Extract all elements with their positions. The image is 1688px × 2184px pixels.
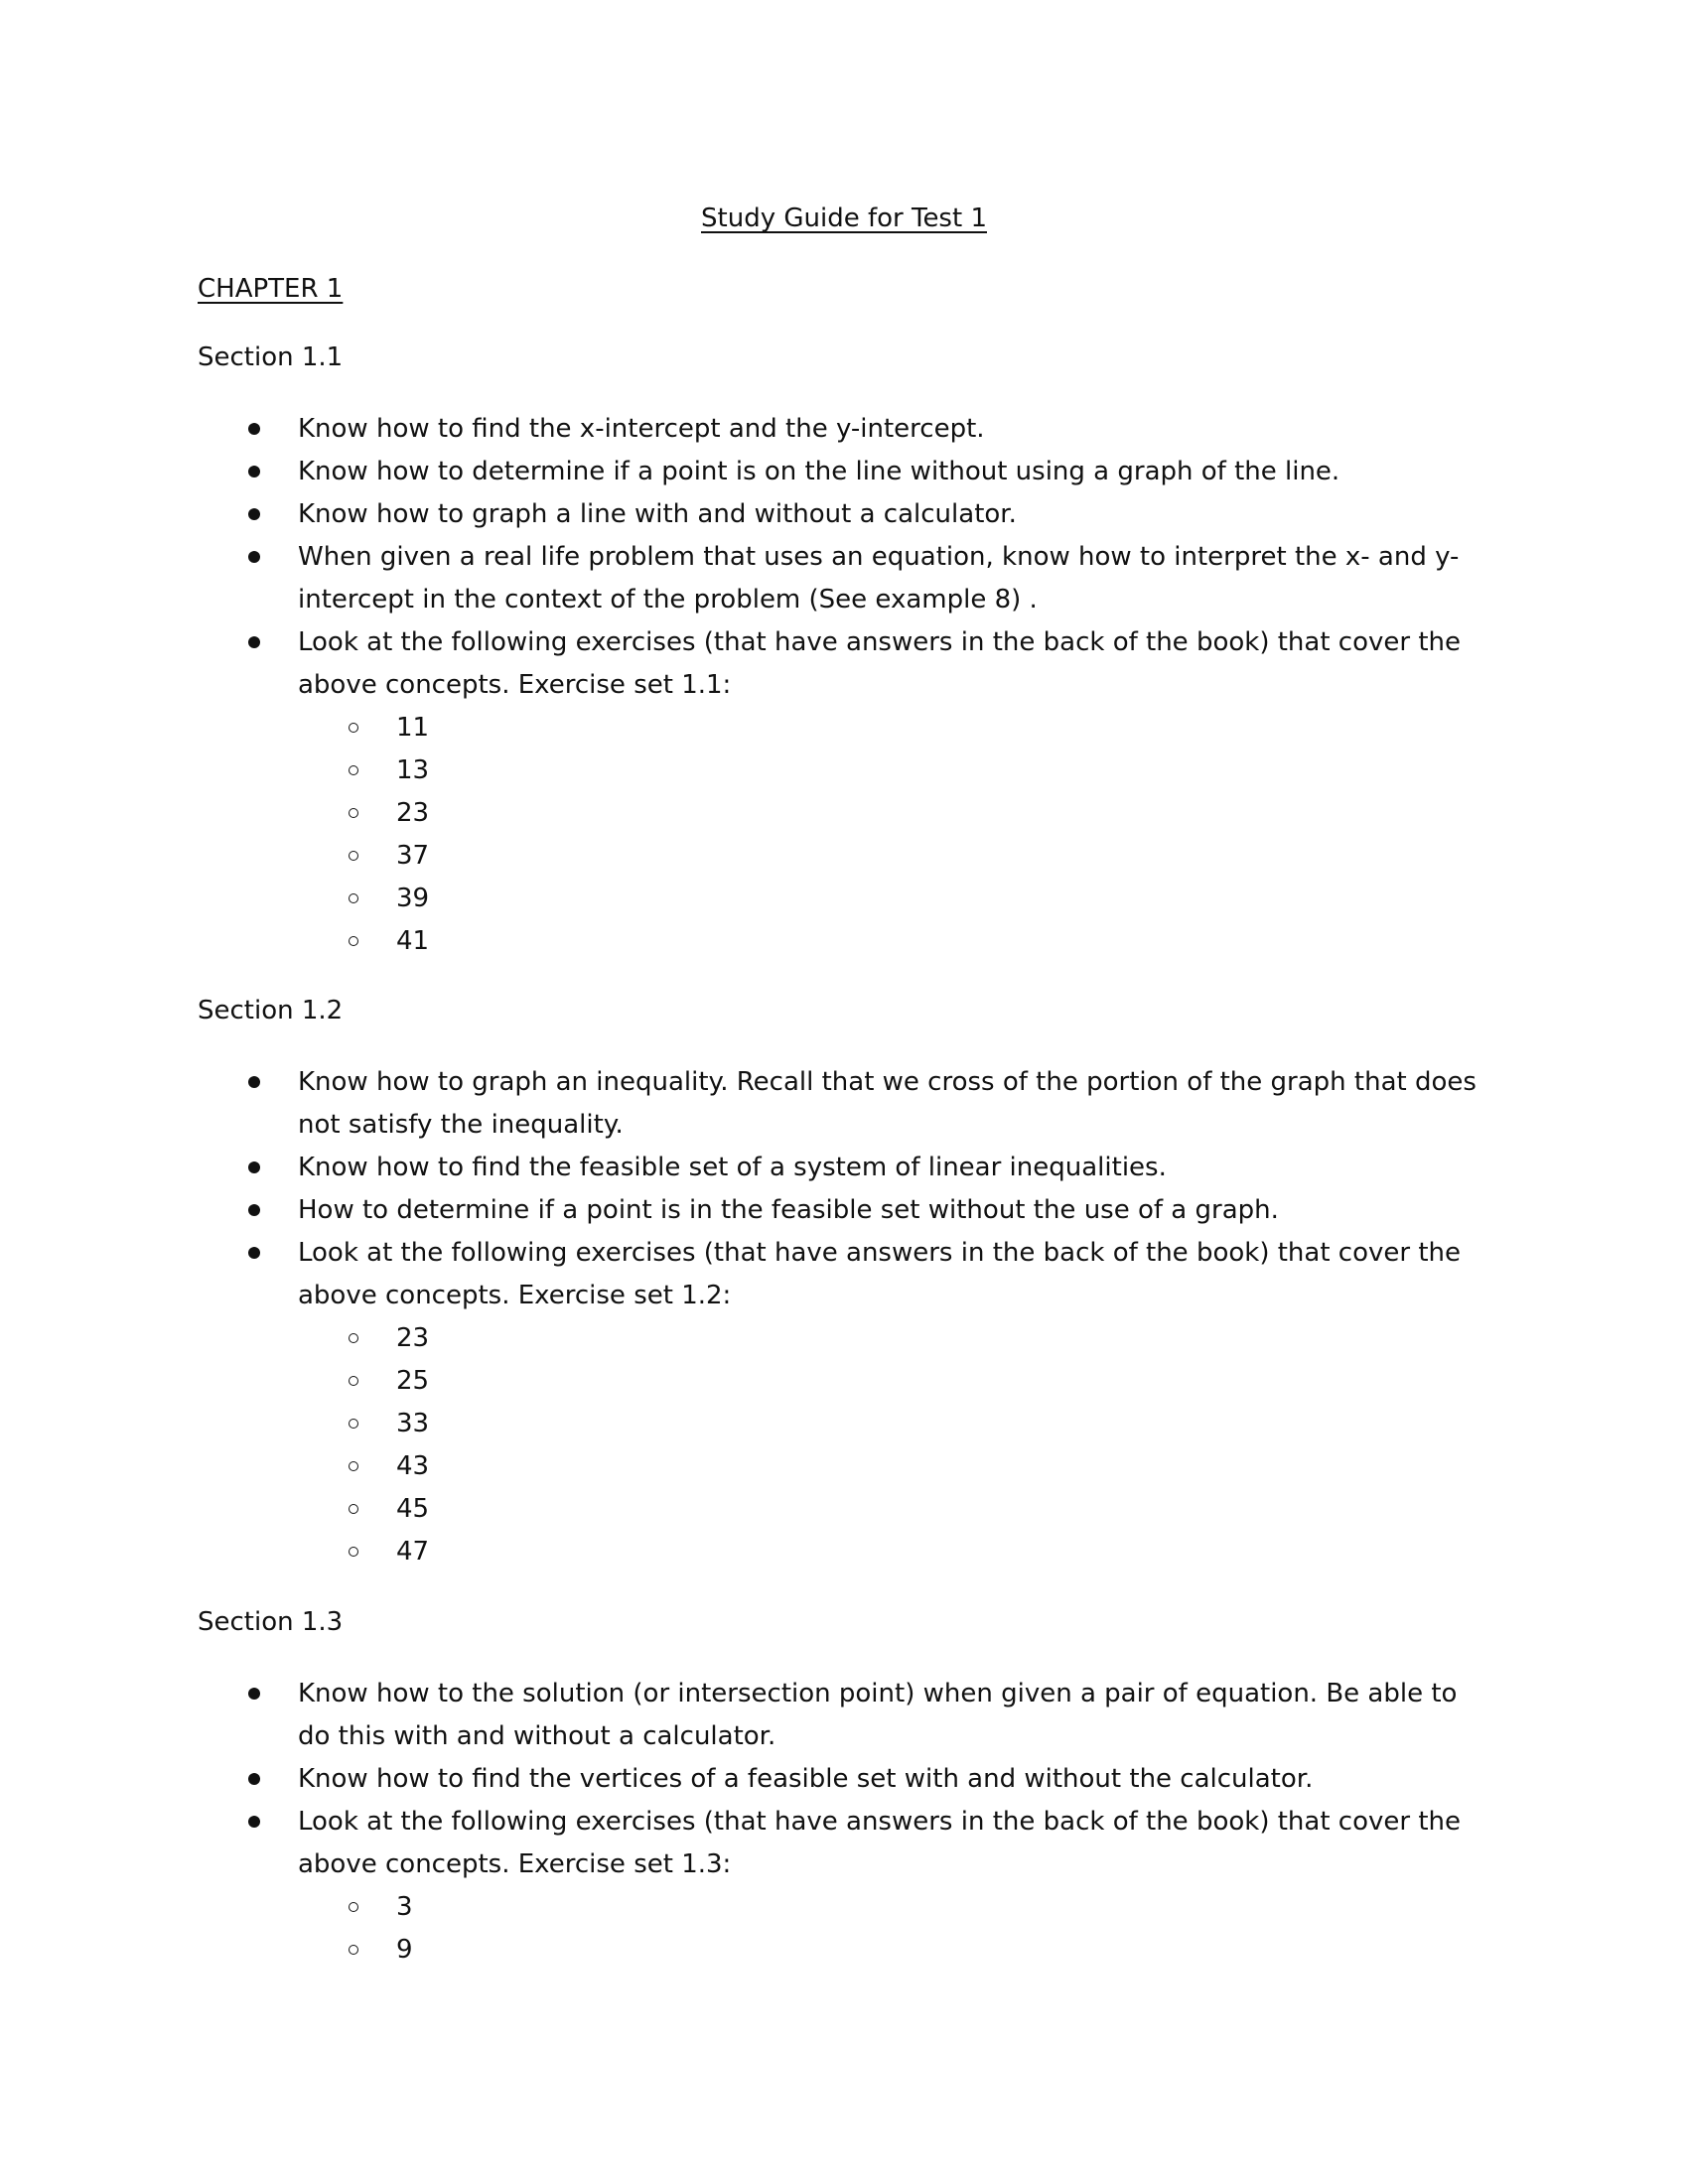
exercise-number: 33 <box>396 1409 430 1438</box>
bullet-dot-icon <box>248 423 260 435</box>
exercise-item <box>298 792 1484 835</box>
bullet-dot-icon <box>248 1204 260 1216</box>
bullet-text: Know how to find the vertices of a feasible set with and without the calculator. <box>298 1764 1314 1794</box>
bullet-dot-icon <box>248 551 260 563</box>
hollow-circle-bullet-icon <box>349 1333 358 1343</box>
bullet-dot-icon <box>248 466 260 478</box>
bullet-list <box>0 408 1688 963</box>
bullet-item <box>0 1673 1484 1758</box>
hollow-circle-bullet-icon <box>349 893 358 903</box>
exercise-item <box>298 1317 1484 1360</box>
hollow-circle-bullet-icon <box>349 1376 358 1386</box>
bullet-dot-icon <box>248 508 260 520</box>
hollow-circle-bullet-icon <box>349 723 358 733</box>
exercise-number: 47 <box>396 1537 430 1567</box>
hollow-circle-bullet-icon <box>349 851 358 861</box>
bullet-list <box>0 1673 1688 1972</box>
exercise-item <box>298 707 1484 750</box>
bullet-item <box>0 1232 1484 1573</box>
exercise-item <box>298 1886 1484 1929</box>
bullet-item <box>0 621 1484 963</box>
hollow-circle-bullet-icon <box>349 1945 358 1955</box>
exercise-list <box>298 707 1484 963</box>
bullet-text: Know how to find the feasible set of a system of linear inequalities. <box>298 1153 1167 1182</box>
exercise-item <box>298 1929 1484 1972</box>
exercise-item <box>298 1360 1484 1403</box>
bullet-text: Look at the following exercises (that have answers in the back of the book) that cover the above concepts. Exercise set 1.1: <box>298 627 1462 700</box>
hollow-circle-bullet-icon <box>349 1902 358 1912</box>
bullet-text: When given a real life problem that uses an equation, know how to interpret the x- and y-intercept in the context of the problem (See example 8) . <box>298 542 1460 614</box>
exercise-number: 3 <box>396 1892 413 1922</box>
bullet-dot-icon <box>248 1076 260 1088</box>
hollow-circle-bullet-icon <box>349 1461 358 1471</box>
exercise-item <box>298 1445 1484 1488</box>
bullet-item <box>0 1801 1484 1972</box>
bullet-text: Know how to find the x-intercept and the y-intercept. <box>298 414 985 444</box>
exercise-item <box>298 920 1484 963</box>
hollow-circle-bullet-icon <box>349 936 358 946</box>
exercise-item <box>298 1488 1484 1531</box>
hollow-circle-bullet-icon <box>349 808 358 818</box>
bullet-dot-icon <box>248 1161 260 1173</box>
bullet-item <box>0 1189 1484 1232</box>
exercise-item <box>298 1403 1484 1445</box>
bullet-text: Look at the following exercises (that have answers in the back of the book) that cover the above concepts. Exercise set 1.2: <box>298 1238 1462 1310</box>
section-heading: Section 1.1 <box>198 342 344 372</box>
bullet-item <box>0 451 1484 493</box>
bullet-item <box>0 1061 1484 1147</box>
exercise-number: 23 <box>396 798 430 828</box>
exercise-number: 41 <box>396 926 430 956</box>
exercise-number: 9 <box>396 1935 413 1965</box>
bullet-text: Look at the following exercises (that have answers in the back of the book) that cover the above concepts. Exercise set 1.3: <box>298 1807 1462 1879</box>
exercise-number: 11 <box>396 713 430 743</box>
bullet-dot-icon <box>248 1816 260 1828</box>
exercise-item <box>298 750 1484 792</box>
exercise-number: 13 <box>396 755 430 785</box>
bullet-list <box>0 1061 1688 1573</box>
exercise-number: 23 <box>396 1323 430 1353</box>
bullet-dot-icon <box>248 1688 260 1700</box>
section-heading: Section 1.2 <box>198 996 344 1025</box>
exercise-list <box>298 1886 1484 1972</box>
bullet-item <box>0 1147 1484 1189</box>
bullet-text: How to determine if a point is in the feasible set without the use of a graph. <box>298 1195 1279 1225</box>
bullet-text: Know how to the solution (or intersection point) when given a pair of equation. Be able to do this with and without a calculator. <box>298 1679 1458 1751</box>
hollow-circle-bullet-icon <box>349 765 358 775</box>
bullet-dot-icon <box>248 1247 260 1259</box>
exercise-number: 25 <box>396 1366 430 1396</box>
chapter-heading: CHAPTER 1 <box>198 274 344 304</box>
bullet-item <box>0 1758 1484 1801</box>
bullet-dot-icon <box>248 636 260 648</box>
exercise-number: 37 <box>396 841 430 871</box>
exercise-item <box>298 1531 1484 1573</box>
page-title: Study Guide for Test 1 <box>701 204 987 233</box>
hollow-circle-bullet-icon <box>349 1419 358 1429</box>
hollow-circle-bullet-icon <box>349 1504 358 1514</box>
exercise-item <box>298 835 1484 878</box>
bullet-text: Know how to graph a line with and without a calculator. <box>298 499 1017 529</box>
exercise-number: 43 <box>396 1451 430 1481</box>
exercise-list <box>298 1317 1484 1573</box>
bullet-item <box>0 408 1484 451</box>
bullet-text: Know how to graph an inequality. Recall that we cross of the portion of the graph that does not satisfy the inequality. <box>298 1067 1477 1140</box>
hollow-circle-bullet-icon <box>349 1547 358 1557</box>
section-heading: Section 1.3 <box>198 1607 344 1637</box>
exercise-item <box>298 878 1484 920</box>
bullet-text: Know how to determine if a point is on the line without using a graph of the line. <box>298 457 1340 486</box>
bullet-dot-icon <box>248 1773 260 1785</box>
exercise-number: 45 <box>396 1494 430 1524</box>
exercise-number: 39 <box>396 884 430 913</box>
bullet-item <box>0 493 1484 536</box>
bullet-item <box>0 536 1484 621</box>
